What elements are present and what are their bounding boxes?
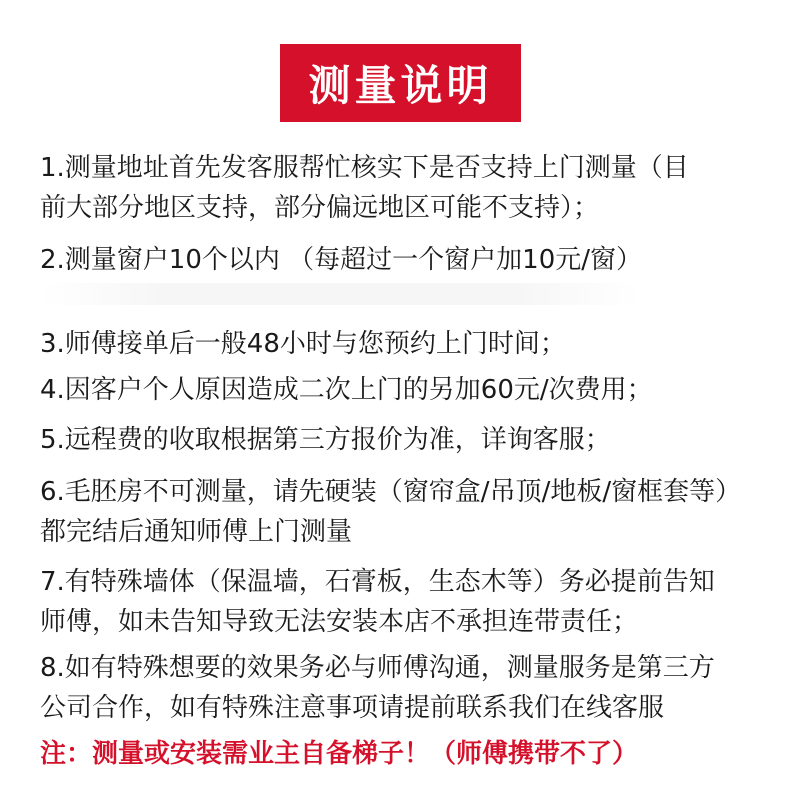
title-banner: [280, 44, 521, 122]
list-item-8-line2: 公司合作，如有特殊注意事项请提前联系我们在线客服: [40, 693, 665, 723]
list-item-8: [40, 648, 770, 728]
list-item-7: [40, 562, 770, 642]
list-item-5-line1: 5.远程费的收取根据第三方报价为准，详询客服；: [40, 425, 611, 455]
list-item-6-line1: 6.毛胚房不可测量，请先硬装（窗帘盒/吊顶/地板/窗框套等）: [40, 477, 742, 507]
list-item-4-line1: 4.因客户个人原因造成二次上门的另加60元/次费用；: [40, 375, 653, 405]
list-item-3: [40, 324, 770, 364]
ladder-notice: 注：测量或安装需业主自备梯子！（师傅携带不了）: [40, 739, 639, 769]
list-item-1-line1: 1.测量地址首先发客服帮忙核实下是否支持上门测量（目: [40, 153, 689, 183]
list-item-6-line2: 都完结后通知师傅上门测量: [40, 517, 353, 547]
list-item-2-line1: 2.测量窗户10个以内 （每超过一个窗户加10元/窗）: [40, 245, 642, 275]
list-item-7-line1: 7.有特殊墙体（保温墙，石膏板，生态木等）务必提前告知: [40, 567, 715, 597]
list-item-2: [40, 240, 770, 280]
faint-background-band: [40, 283, 640, 305]
list-item-4: [40, 370, 770, 410]
list-item-1: [40, 148, 770, 228]
list-item-3-line1: 3.师傅接单后一般48小时与您预约上门时间；: [40, 329, 566, 359]
list-item-1-line2: 前大部分地区支持，部分偏远地区可能不支持）；: [40, 193, 600, 223]
list-item-6: [40, 472, 770, 552]
list-item-5: [40, 420, 770, 460]
page-title: 测量说明: [308, 61, 493, 110]
list-item-7-line2: 师傅，如未告知导致无法安装本店不承担连带责任；: [40, 607, 639, 637]
list-item-8-line1: 8.如有特殊想要的效果务必与师傅沟通，测量服务是第三方: [40, 653, 715, 683]
